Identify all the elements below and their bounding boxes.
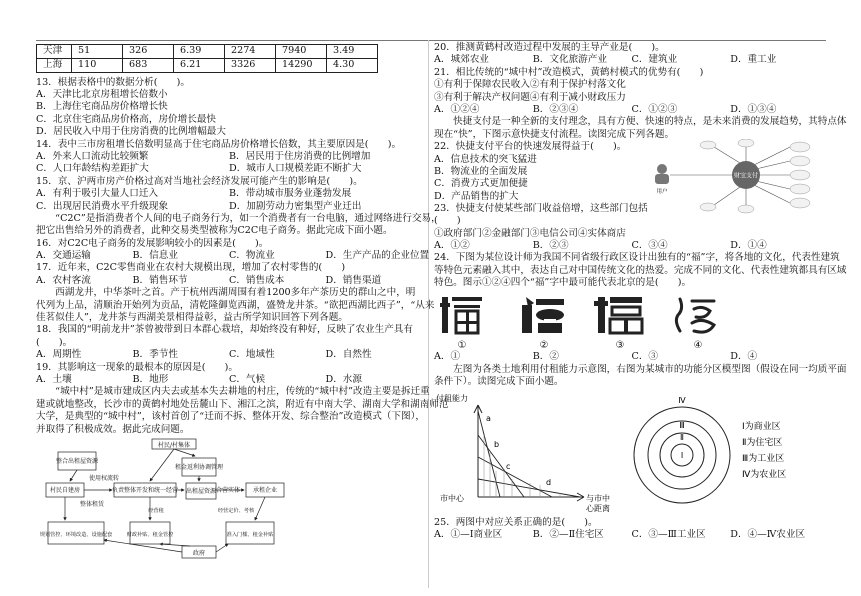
land-passage: 左图为各类土地利用付租能力示意图，右图为某城市的功能分区模型图（假设在同一均质平面 <box>434 363 847 375</box>
option-a: A．交通运输 <box>36 250 91 262</box>
header-rule <box>36 40 826 41</box>
question-13: 13．根据表格中的数据分析( )。 <box>36 76 191 88</box>
option-a: A．①—Ⅰ商业区 <box>434 529 503 541</box>
village-passage: “城中村”是城市建成区内夫去或基本失去耕地的村庄，传统的“城中村”改造主要是拆迁重 <box>36 386 430 398</box>
option-c: C．北京住宅商品房价格高，房价增长最快 <box>36 113 217 125</box>
tea-passage: 佳茗似佳人”，龙井茶与西湖美景相得益彰，益古所学知识回答下列各题。 <box>36 312 348 324</box>
question-21-items: ③有利于解决产权问题④有利于减小财政压力 <box>434 91 626 103</box>
fu-character-1 <box>440 297 482 333</box>
question-23-blank: ( ) <box>434 215 461 227</box>
zone-ring-2: Ⅱ <box>680 432 684 442</box>
option-c: C．物流业 <box>229 250 275 262</box>
q22-q23-block <box>434 141 829 215</box>
flow-box: 整合出租屋资源 <box>55 457 99 465</box>
option-c: C．消费方式更加便捷 <box>434 178 528 190</box>
zone-ring-4: Ⅳ <box>678 395 686 405</box>
rent-curve-chart <box>434 391 614 515</box>
payment-passage: 快捷支付是一种全新的支付理念，具有方便、快速的特点，是未来消费的发展趋势，其特点体 <box>434 116 847 128</box>
fu-character-3 <box>594 297 642 333</box>
option-a: A．农村客流 <box>36 274 91 286</box>
option-c: C．气候 <box>229 373 266 385</box>
option-d: D．产品销售的扩大 <box>434 190 519 202</box>
fu-character-2 <box>522 297 564 333</box>
option-a: A．天津比北京房租增长倍数小 <box>36 88 168 100</box>
option-c: C．③ <box>631 351 659 363</box>
flow-label: 合营实体 <box>215 486 241 494</box>
housing-data-table <box>36 44 378 73</box>
option-c: C．出现居民消费水平升级现象 <box>36 200 169 212</box>
rent-origin-label: 市中心 <box>440 493 464 503</box>
option-d: D．城市人口规模差距不断扩大 <box>229 163 362 175</box>
village-passage: 并取得了积极成效。据此完成问题。 <box>36 423 190 435</box>
payment-hub-label: 财宝支付 <box>733 172 759 180</box>
flow-box: 村民自建房 <box>49 486 81 494</box>
flow-label: 整体租赁 <box>79 500 105 508</box>
land-passage: 条件下）。读图完成下面小题。 <box>434 376 564 388</box>
option-d: D．④—Ⅳ农业区 <box>730 529 806 541</box>
rent-ylabel: 付租能力 <box>436 393 468 403</box>
option-b: B．②③ <box>532 239 569 251</box>
option-d: D．①④ <box>730 239 767 251</box>
option-b: B．物流业的全面发展 <box>434 165 528 177</box>
curve-label-b: b <box>494 439 500 449</box>
option-b: B．季节性 <box>132 349 178 361</box>
option-d: D．自然性 <box>325 349 372 361</box>
city-zone-chart <box>630 389 826 515</box>
option-d: D．居民收入中用于住房消费的比例增幅最大 <box>36 126 226 138</box>
land-use-figures <box>434 389 829 517</box>
fu-character-4 <box>676 299 714 332</box>
option-b: B．信息业 <box>132 250 178 262</box>
option-b: B．② <box>532 351 559 363</box>
table-row: 天津 51 326 6.39 2274 7940 3.49 <box>37 45 378 59</box>
option-c: C．①②③ <box>631 103 678 115</box>
rent-xlabel: 心距离 <box>586 503 610 513</box>
rent-curves <box>478 411 580 497</box>
option-c: C．地域性 <box>229 349 275 361</box>
option-d: D．①③④ <box>730 103 777 115</box>
flow-box: 出租屋资源 <box>185 487 217 495</box>
option-b: B．②—Ⅱ住宅区 <box>532 529 604 541</box>
rent-xlabel: 与市中 <box>586 493 610 503</box>
question-17: 17．近年来，C2C零售商业在农村大规模出现，增加了农村零售的( ) <box>36 262 346 274</box>
flow-box: 租金返利协调管理 <box>174 463 224 471</box>
fu-label-1: ① <box>457 340 467 352</box>
option-c: C．人口年龄结构差距扩大 <box>36 163 149 175</box>
zone-legend-2: Ⅱ为住宅区 <box>742 437 783 448</box>
curve-label-a: a <box>486 413 491 423</box>
question-21-items: ①有利于保障农民收入②有利于保护村落文化 <box>434 79 626 91</box>
flow-label: 使用权流转 <box>88 474 120 482</box>
curve-label-c: c <box>506 461 511 471</box>
user-icon <box>657 164 667 174</box>
option-b: B．地形 <box>132 373 169 385</box>
column-divider <box>428 40 429 588</box>
option-a: A．城郊农业 <box>434 54 489 66</box>
question-18: 18．我国的“明前龙井”茶曾被带到日本群心栽培，却始终没有种好，反映了农业生产具有 <box>36 324 413 336</box>
user-label: 用户 <box>656 189 668 196</box>
zone-ring-3: Ⅲ <box>679 420 685 430</box>
option-d: D．加剧劳动力密集型产业迁出 <box>229 200 362 212</box>
option-a: A．外来人口流动比较频繁 <box>36 150 149 162</box>
question-18-blank: ( )。 <box>36 336 73 348</box>
option-c: C．③④ <box>631 239 668 251</box>
option-d: D．销售渠道 <box>325 274 382 286</box>
option-d: D．重工业 <box>730 54 777 66</box>
option-c: C．销售成本 <box>229 274 285 286</box>
option-d: D．生产产品的企业位置 <box>325 250 430 262</box>
option-b: B．上海住宅商品房价格增长快 <box>36 101 168 113</box>
payment-flow-diagram <box>650 139 826 215</box>
tea-passage: 西湖龙井，中华茶叶之首。产于杭州西湖周围有着1200多年产茶历史的群山之中，明 <box>36 287 416 299</box>
flow-box: 负责整体开发和统一经营 <box>111 486 179 494</box>
table-row: 上海 110 683 6.21 3326 14290 4.30 <box>37 58 378 72</box>
option-a: A．周期性 <box>36 349 82 361</box>
c2c-passage: 把它出售给另外的消费者，此种交易类型被称为C2C电子商务。据此完成下面小题。 <box>36 225 393 237</box>
village-passage: 大学，是典型的“城中村”，该村首创了“迁而不拆、整体开发、综合整治”改造模式（下图）， <box>36 411 425 423</box>
option-a: A．①② <box>434 239 470 251</box>
question-19: 19．其影响这一现象的最根本的原因是( )。 <box>36 361 238 373</box>
option-b: B．居民用于住房消费的比例增加 <box>229 150 371 162</box>
flow-box: 财政补贴、租金管控 <box>126 531 174 538</box>
question-24: 等特色元素融入其中，表达自己对中国传统文化的热爱。完成不同的文化、代表性建筑都具有区域 <box>434 264 847 276</box>
flow-label: 经营定价、考核 <box>217 507 255 514</box>
option-a: A．① <box>434 351 461 363</box>
question-21: 21．相比传统的“城中村”改造模式，黄鹤村模式的优势有( ) <box>434 66 704 78</box>
question-15: 15．京、沪两市房产价格过高对当地社会经济发展可能产生的影响是( )。 <box>36 175 363 187</box>
right-column <box>434 42 847 541</box>
payment-passage: 现在“快”，下图示意快捷支付流程。读图完成下列各题。 <box>434 128 675 140</box>
fu-label-4: ④ <box>693 340 703 352</box>
option-b: B．②③④ <box>532 103 579 115</box>
flow-label: 经营租 <box>148 507 164 514</box>
village-passage: 建或就地整改，长沙市的黄鹤村地处岳麓山下、湘江之滨，附近有中南大学、湖南大学和湖南师范 <box>36 398 449 410</box>
question-23: 23．快捷支付使某些部门收益倍增，这些部门包括 <box>434 203 648 215</box>
question-24: 24．下图为某位设计师为我国不同省级行政区设计出独有的“福”字，将各地的文化，代表性建筑 <box>434 252 840 264</box>
option-d: D．水源 <box>325 373 362 385</box>
question-25: 25．两图中对应关系正确的是( )。 <box>434 516 598 528</box>
option-c: C．③—Ⅲ工业区 <box>631 529 706 541</box>
question-20: 20．推测黄鹤村改造过程中发展的主导产业是( )。 <box>434 42 665 53</box>
flow-box: 准入门槛、租金补贴 <box>226 531 274 538</box>
fu-label-2: ② <box>539 340 549 352</box>
option-c: C．建筑业 <box>631 54 678 66</box>
fu-label-3: ③ <box>615 340 625 352</box>
option-b: B．带动城市服务业蓬勃发展 <box>229 188 352 200</box>
flow-box: 规划管控、环境改造、设施配套 <box>40 531 113 538</box>
flow-box: 村民/村集体 <box>157 441 191 449</box>
zone-ring-1: Ⅰ <box>680 450 684 460</box>
option-b: B．文化旅游产业 <box>532 54 607 66</box>
curve-label-d: d <box>546 477 552 487</box>
question-14: 14．表中三市房租增长倍数明显高于住宅商品房价格增长倍数，其主要原因是( )。 <box>36 138 402 150</box>
zone-legend-1: Ⅰ为商业区 <box>742 421 781 432</box>
question-16: 16．对C2C电子商务的发展影响较小的因素是( )。 <box>36 237 269 249</box>
question-23-items: ①政府部门②金融部门③电信公司④实体商店 <box>434 227 626 239</box>
option-a: A．有利于吸引大量人口迁入 <box>36 188 159 200</box>
flow-box: 承租企业 <box>252 486 278 494</box>
question-24: 特色。图示①②④四个“福”字中最可能代表北京的是( )。 <box>434 277 692 289</box>
option-a: A．信息技术的突飞猛进 <box>434 153 537 165</box>
option-a: A．土壤 <box>36 373 72 385</box>
village-model-flowchart <box>40 438 290 564</box>
tea-passage: 代列为上品，清顺治开始列为贡品，清乾隆御览西湖，盛赞龙井茶。“欲把西湖比西子”，“从来 <box>36 299 435 311</box>
option-a: A．①②④ <box>434 103 480 115</box>
c2c-passage: “C2C”是指消费者个人间的电子商务行为，如一个消费者有一台电脑，通过网络进行交易， <box>36 212 441 224</box>
fu-characters-figure <box>440 293 740 351</box>
option-d: D．④ <box>730 351 758 363</box>
option-b: B．销售环节 <box>132 274 188 286</box>
question-22: 22．快捷支付平台的快速发展得益于( )。 <box>434 141 627 153</box>
flow-box: 政府 <box>192 549 206 557</box>
zone-legend-4: Ⅳ为农业区 <box>742 469 787 480</box>
zone-legend-3: Ⅲ为工业区 <box>742 453 785 464</box>
